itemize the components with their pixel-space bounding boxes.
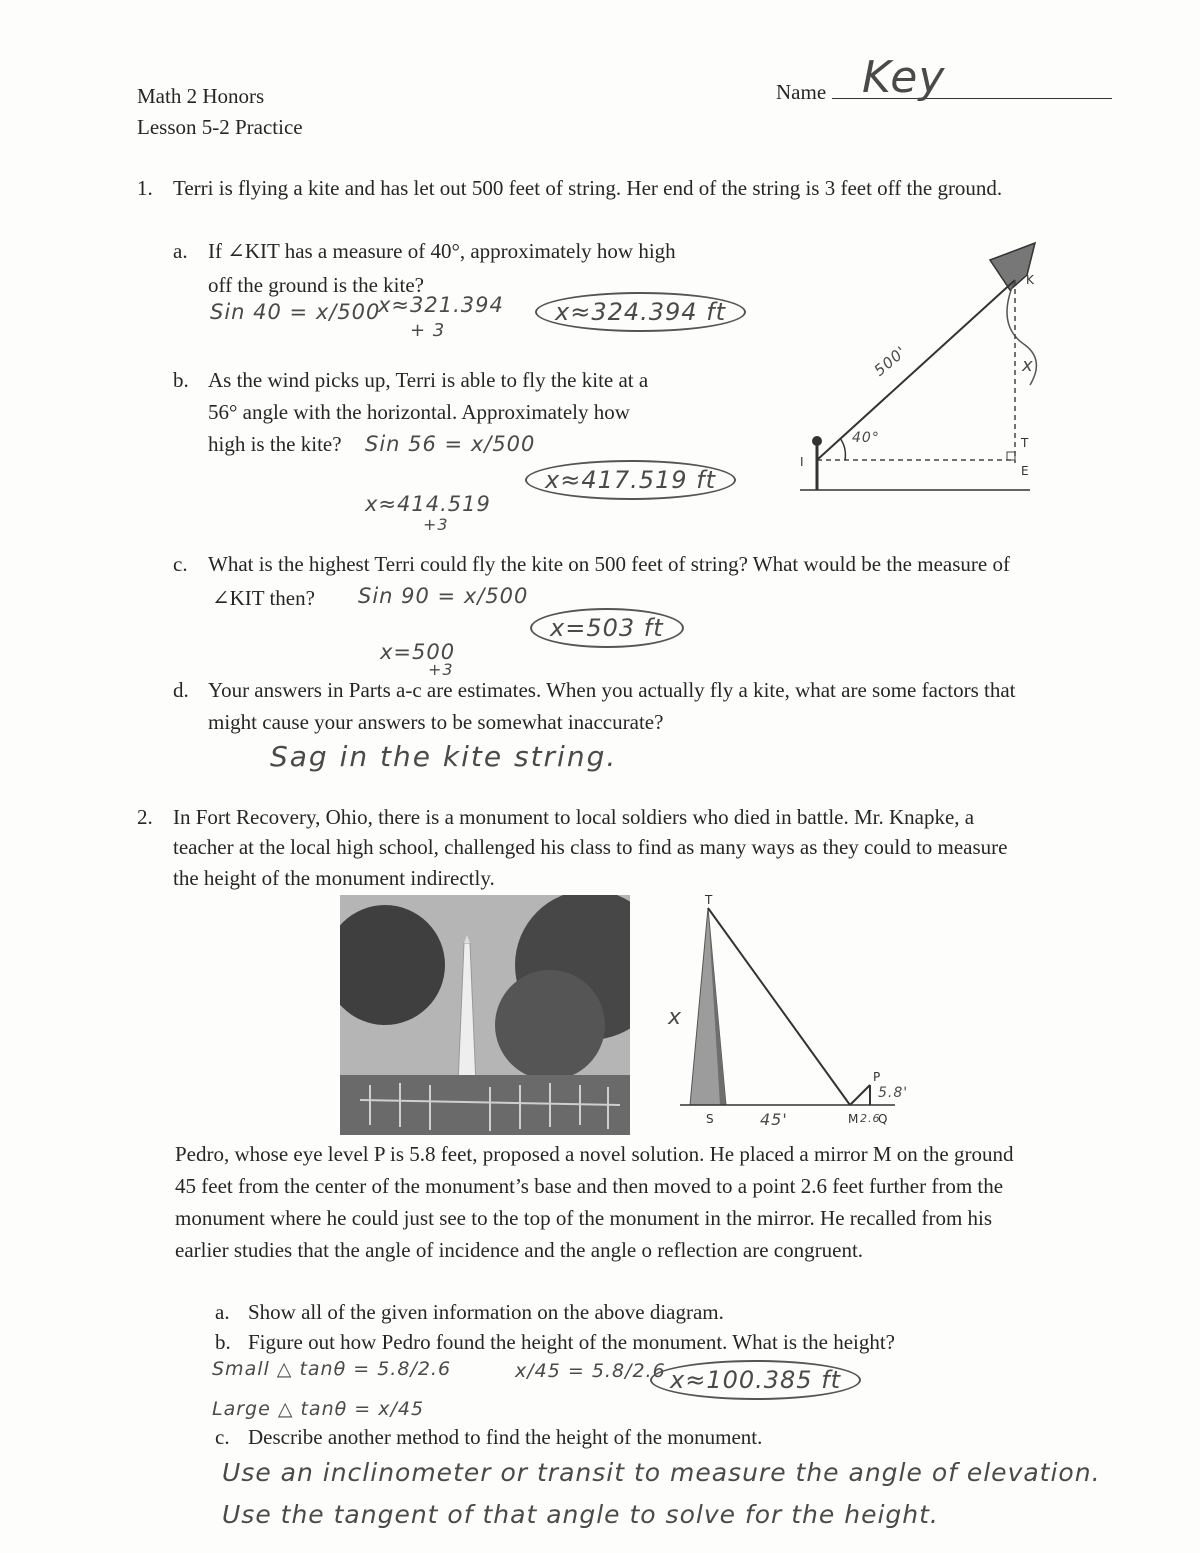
q2b-work-1: Small △ tanθ = 5.8/2.6 xyxy=(212,1358,452,1380)
q2b-label: b. xyxy=(215,1330,231,1354)
q1d-label: d. xyxy=(173,678,189,702)
mirror-base-label: 45' xyxy=(760,1110,788,1129)
q1a-label: a. xyxy=(173,239,188,263)
q1b-text-3: high is the kite? xyxy=(208,432,342,456)
q2-para-4: earlier studies that the angle of incidence and the angle o reflection are congruent. xyxy=(175,1238,864,1262)
name-value: Key xyxy=(862,52,946,103)
mirror-x-label: x xyxy=(668,1005,683,1030)
q1c-text-1: What is the highest Terri could fly the kite on 500 feet of string? What would be the measure of xyxy=(208,552,1010,576)
q1c-work-3: +3 xyxy=(428,660,454,679)
name-label: Name xyxy=(776,80,827,104)
q1a-text-2: off the ground is the kite? xyxy=(208,273,424,297)
q1a-text-1: If ∠KIT has a measure of 40°, approximately how high xyxy=(208,239,676,263)
q1c-answer: x=503 ft xyxy=(530,608,684,648)
kite-e-label: E xyxy=(1021,464,1029,478)
q1d-answer: Sag in the kite string. xyxy=(270,740,618,773)
q1b-answer: x≈417.519 ft xyxy=(525,460,736,500)
mirror-m-label: M xyxy=(848,1112,859,1126)
q1c-work-2: x=500 xyxy=(380,640,456,664)
q2a-text: Show all of the given information on the above diagram. xyxy=(248,1300,724,1324)
course-title: Math 2 Honors xyxy=(137,84,265,108)
mirror-t-label: T xyxy=(705,893,713,907)
kite-angle-label: 40° xyxy=(852,430,880,446)
kite-t-label: T xyxy=(1021,436,1029,450)
q1b-text-1: As the wind picks up, Terri is able to fly the kite at a xyxy=(208,368,649,392)
q2-text-1: In Fort Recovery, Ohio, there is a monument to local soldiers who died in battle. Mr. Knapke, a xyxy=(173,805,975,829)
mirror-s-label: S xyxy=(706,1112,714,1126)
q1b-work-1: Sin 56 = x/500 xyxy=(365,432,536,456)
monument-photo xyxy=(340,895,630,1135)
q2-text-2: teacher at the local high school, challenged his class to find as many ways as they could to measure xyxy=(173,835,1008,859)
q2-number: 2. xyxy=(137,805,153,829)
mirror-eye-label: 5.8' xyxy=(878,1085,909,1101)
q1a-work-1: Sin 40 = x/500 xyxy=(210,300,381,324)
q1d-text-2: might cause your answers to be somewhat inaccurate? xyxy=(208,710,664,734)
q1c-text-2: ∠KIT then? xyxy=(212,586,315,610)
kite-diagram xyxy=(795,235,1095,500)
lesson-title: Lesson 5-2 Practice xyxy=(137,115,303,139)
mirror-diagram xyxy=(680,900,910,1120)
q1a-answer: x≈324.394 ft xyxy=(535,292,746,332)
q1-text: Terri is flying a kite and has let out 500 feet of string. Her end of the string is 3 feet off the ground. xyxy=(173,176,1003,200)
q1d-text-1: Your answers in Parts a-c are estimates. When you actually fly a kite, what are some factors that xyxy=(208,678,1016,702)
q2c-label: c. xyxy=(215,1425,230,1449)
mirror-p-label: P xyxy=(873,1070,881,1084)
kite-i-label: I xyxy=(800,455,804,469)
kite-string-label: 500' xyxy=(870,342,911,380)
mirror-dist-label: 2.6 xyxy=(860,1112,881,1125)
q1-number: 1. xyxy=(137,176,153,200)
q2-para-2: 45 feet from the center of the monument’s base and then moved to a point 2.6 feet further from the xyxy=(175,1174,1004,1198)
q2b-answer: x≈100.385 ft xyxy=(650,1360,861,1400)
q1b-work-2: x≈414.519 xyxy=(365,492,491,516)
q2b-work-3: x/45 = 5.8/2.6 xyxy=(515,1360,666,1382)
q1a-work-2: x≈321.394 xyxy=(378,293,504,317)
q1b-work-3: +3 xyxy=(423,515,449,534)
q2-para-3: monument where he could just see to the top of the monument in the mirror. He recalled from his xyxy=(175,1206,993,1230)
q2b-work-2: Large △ tanθ = x/45 xyxy=(212,1398,425,1420)
q2b-text: Figure out how Pedro found the height of the monument. What is the height? xyxy=(248,1330,896,1354)
q1a-work-3: + 3 xyxy=(410,320,446,341)
q1c-work-1: Sin 90 = x/500 xyxy=(358,584,529,608)
q1b-text-2: 56° angle with the horizontal. Approximately how xyxy=(208,400,630,424)
q2c-answer-2: Use the tangent of that angle to solve for the height. xyxy=(222,1500,939,1529)
q2c-text: Describe another method to find the height of the monument. xyxy=(248,1425,763,1449)
kite-x-label: x xyxy=(1022,355,1034,376)
q2c-answer-1: Use an inclinometer or transit to measure the angle of elevation. xyxy=(222,1458,1101,1487)
q1b-label: b. xyxy=(173,368,189,392)
q1c-label: c. xyxy=(173,552,188,576)
q2-para-1: Pedro, whose eye level P is 5.8 feet, proposed a novel solution. He placed a mirror M on the ground xyxy=(175,1142,1014,1166)
kite-k-label: K xyxy=(1026,273,1034,287)
mirror-q-label: Q xyxy=(878,1112,888,1126)
q2-text-3: the height of the monument indirectly. xyxy=(173,866,495,890)
q2a-label: a. xyxy=(215,1300,230,1324)
